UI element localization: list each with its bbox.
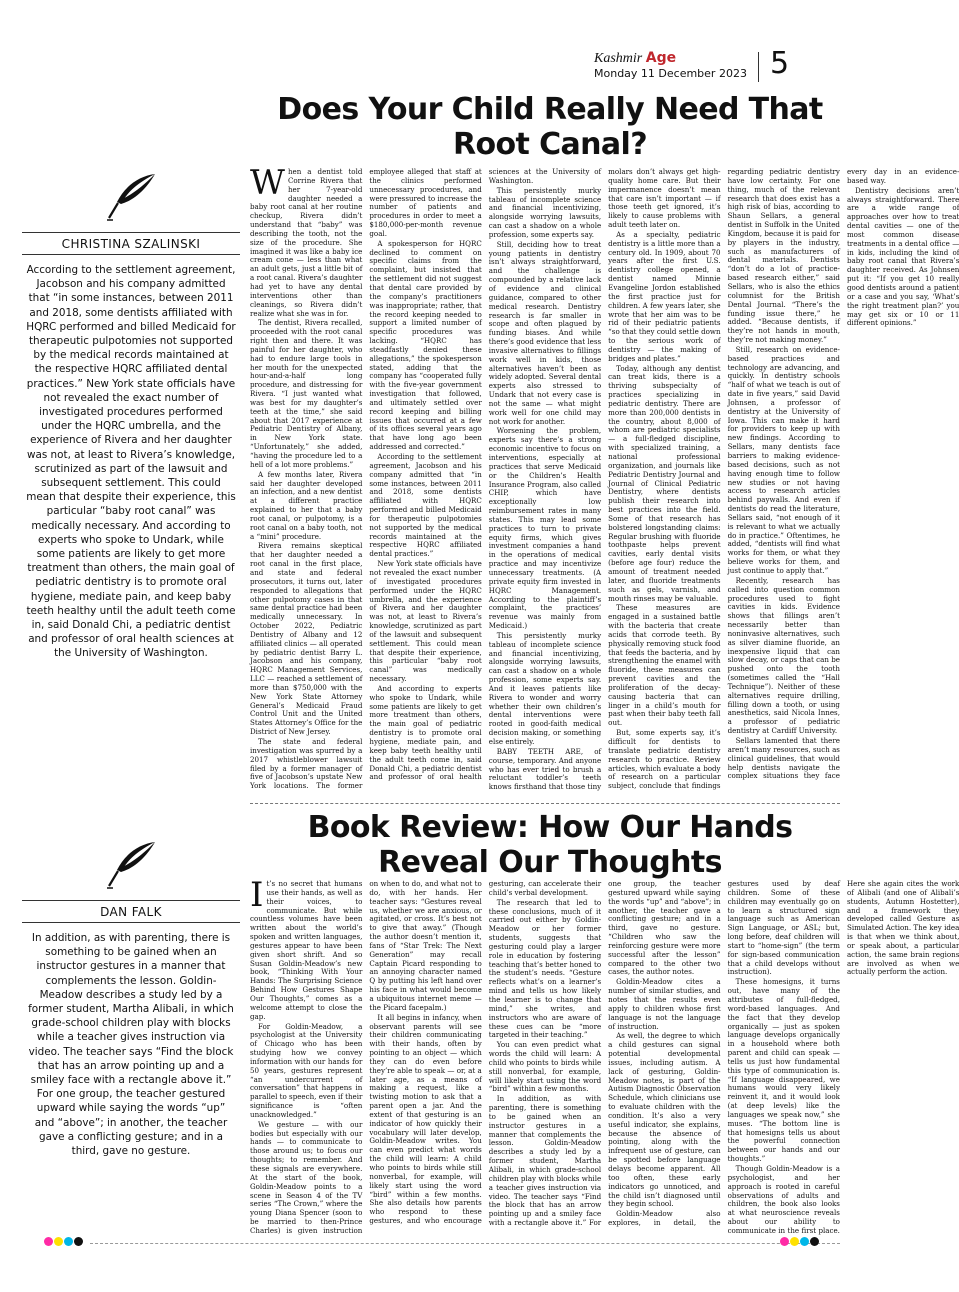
body-paragraph: As a specialty, pediatric dentistry is a little more than a century old. In 1909, about 70 years after the first U.S. dentistry college opened, a dentist named Minnie Evangeline Jordon established the first practice just for children. A few years later, she wrote that her aim was to be rid of their pediatric patients “so that they could settle down to the serious work of dentistry — the making of bridges and plates.” bbox=[608, 229, 721, 363]
body-paragraph: It’s no secret that humans use their hands, as well as their voices, to communicate. But while countless volumes have been written about the world’s spoken and written languages, gestures appear to have been given short shrift. And so Susan Goldin-Meadow’s new book, “Thinking With Your Hands: The Surprising Science Behind How Gestures Shape Our Thoughts,” comes as a welcome attempt to close the gap. bbox=[250, 875, 363, 1021]
section-divider bbox=[250, 803, 840, 804]
body-paragraph: According to the settlement agreement, Jacobson and his company admitted that “in some instances, between 2011 and 2018, some dentists affiliated with HQRC performed and billed Medicaid for therapeutic pulpotomies not supported by the medical records maintained at the respective HQRC affiliated dental practices.” bbox=[369, 452, 482, 559]
masthead-divider bbox=[758, 52, 759, 82]
article-headline: Does Your Child Really Need That Root Canal? bbox=[277, 92, 823, 162]
pull-quote: According to the settlement agreement, Jacobson and his company admitted that “in some instances, between 2011 and 2018, some dentists affiliated with HQRC performed and billed Medicaid for therapeutic pulpotomies not supported by the medical records maintained at the respective HQRC affiliated dental practices.” New York state officials have not revealed the exact number of investigated procedures performed under the HQRC umbrella, and the experience of Rivera and her daughter was not, at least to Rivera’s knowledge, scrutinized as part of the lawsuit and subsequent settlement. This could mean that despite their experience, this particular “baby root canal” was medically necessary. And according to experts who spoke to Undark, while some patients are likely to get more treatment than others, the main goal of pediatric dentistry is to promote oral hygiene, mediate pain, and keep baby teeth healthy until the adult teeth come in, said Donald Chi, a pediatric dentist and professor of oral health sciences at the University of Washington. bbox=[26, 264, 236, 660]
body-paragraph: This persistently murky tableau of incomplete science and financial incentivizing, alongside worrying lawsuits, can cast a shadow on a whole profession, some experts say. And it leaves patients like Rivera to wonder and worry whether their own children’s dental interventions were rooted in good-faith medical decision making, or something else entirely. bbox=[488, 630, 602, 746]
body-paragraph: Though Goldin-Meadow is a psychologist, and her approach is rooted in careful observations of adults and children, the book also looks at what neuroscience reveals about our ability to communicate in the first place. Here she again cites the work of Alibali (and one of Alibali’s students, Autumn Hostetter), and a framework they developed called Gesture as Simulated Action. The key idea is that when we think about, or speak about, a particular action, the same brain regions are involved as when we actually perform the action. bbox=[727, 879, 959, 1235]
body-paragraph: And according to experts who spoke to Undark, while some patients are likely to get more treatment than others, the main goal of pediatric dentistry is to promote oral hygiene, mediate pain, and keep baby teeth healthy until the adult teeth come in, said Donald Chi, a pediatric dentist and professor of oral health sciences at the University of Washington. bbox=[369, 167, 602, 782]
bottom-rule bbox=[90, 1243, 840, 1244]
body-paragraph: Today, although any dentist can treat kids, there is a thriving subspecialty of practices specializing in pediatric dentistry. There are more than 200,000 dentists in the country, about 8,000 of whom are pediatric specialists — a full-fledged discipline, with specialized training, a national professional organization, and journals like Pediatric Dentistry Journal and Journal of Clinical Pediatric Dentistry, where dentists publish their research into best practices into the field. Some of that research has bolstered longstanding claims: Regular brushing with fluoride toothpaste helps prevent cavities, early dental visits (before age four) reduce the amount of treatment needed later, and fluoride treatments such as gels, varnish, and mouth rinses may be valuable. bbox=[608, 363, 721, 603]
body-paragraph: When a dentist told Corrine Rivera that her 7-year-old daughter needed a baby root canal at her routine checkup, Rivera didn’t understand that “baby” was describing the tooth, not the size of the procedure. She imagined it was like a baby ice cream cone — less than what an adult gets, just a little bit of a root canal. Rivera’s daughter had yet to have any dental interventions other than cleanings, so Rivera didn’t realize what she was in for. bbox=[250, 163, 363, 318]
registration-dot bbox=[800, 1237, 809, 1246]
author-byline: CHRISTINA SZALINSKI bbox=[22, 232, 240, 255]
quill-pen-icon bbox=[103, 170, 159, 226]
body-paragraph: This persistently murky tableau of incomplete science and financial incentivizing, alongside worrying lawsuits, can cast a shadow on a whole profession, some experts say. bbox=[488, 185, 602, 239]
author-byline: DAN FALK bbox=[22, 900, 240, 923]
body-paragraph: We gesture — with our bodies but especially with our hands — to communicate to those around us; to focus our thoughts; to remember. And these signals are everywhere. At the start of the book, Goldin-Meadow points to a scene in Season 4 of the TV series “The Crown,” where the young Diana Spencer (soon to be married to then-Prince Charles) is given instruction on when to do, and what not to do, with her hands. Her teacher says: “Gestures reveal us, whether we are anxious, or agitated, or cross. It’s best not to give that away.” (Though the author doesn’t mention it, fans of “Star Trek: The Next Generation” may recall Captain Picard responding to an annoying character named Q by putting his left hand over his face in what would become a ubiquitous internet meme — the Picard facepalm.) bbox=[250, 879, 482, 1235]
body-paragraph: In addition, as with parenting, there is something to be gained when an instructor gestures in a manner that complements the lesson. Goldin-Meadow describes a study led by a former student, Martha Alibali, in which grade-school children play with blocks while a teacher gives instruction via video. The teacher says “Find the block that has an arrow pointing up and a smiley face with a rectangle above it.” For one group, the teacher gestured upward while saying the words “up” and “above”; in another, the teacher gave a conflicting gesture; and in a third, gave no gesture. “Children who saw the reinforcing gesture were more successful after the lesson” compared to the other two cases, the author notes. bbox=[488, 879, 721, 1228]
body-paragraph: You can even predict what words the child will learn: A child who points to birds while still nonverbal, for example, will likely start using the word “bird” within a few months. bbox=[488, 1040, 602, 1094]
body-paragraph: Goldin-Meadow cites a number of similar studies, and notes that the results even apply to children whose first language is not the language of instruction. bbox=[608, 977, 721, 1031]
page-number: 5 bbox=[770, 46, 790, 81]
registration-dot bbox=[780, 1237, 789, 1246]
body-paragraph: Dentistry decisions aren’t always straightforward. There are a wide range of approaches over how to treat dental cavities — one of the most common disease treatments in a dental office — in kids, including the kind of baby root canal that Rivera’s daughter received. As Johnsen put it: “If you get 10 really good dentists around a patient or a case and you say, ‘What’s the right treatment plan?’ you may get six or 10 or 11 different opinions.” bbox=[846, 185, 959, 328]
registration-marks bbox=[44, 1237, 83, 1249]
body-paragraph: The dentist, Rivera recalled, proceeded with the root canal right then and there. It was painful for her daughter, who had to endure large tools in her mouth for the unexpected hour-and-a-half long procedure, and distressing for Rivera. “I just wanted what was best for my daughter’s teeth at the time,” she said about that 2017 experience at Pediatric Dentistry of Albany, in New York state. “Unfortunately,” she added, “having the procedure led to a hell of a lot more problems.” bbox=[250, 318, 363, 469]
registration-dot bbox=[64, 1237, 73, 1246]
article-body bbox=[250, 875, 959, 1236]
newspaper-name-part1: Kashmir bbox=[594, 51, 646, 66]
article-sidebar bbox=[22, 838, 240, 1158]
body-paragraph: Goldin-Meadow also explores, in detail, the gestures used by deaf children. Some of these children may eventually go on to learn a structured sign language such as American Sign Language, or ASL; but, long before, deaf children will start to “home-sign” (the term for sign-based communication that a child develops without instruction). bbox=[608, 879, 840, 1228]
newspaper-name-part2: Age bbox=[645, 50, 677, 66]
body-paragraph: A few months later, Rivera said her daughter developed an infection, and a new dentist at a different practice explained to her that a baby root canal, or pulpotomy, is a root canal on a baby tooth, not a “mini” procedure. bbox=[250, 469, 363, 541]
pull-quote: In addition, as with parenting, there is something to be gained when an instructor gestures in a manner that complements the lesson. Goldin-Meadow describes a study led by a former student, Martha Alibali, in which grade-school children play with blocks while a teacher gives instruction via video. The teacher says “Find the block that has an arrow pointing up and a smiley face with a rectangle above it.” For one group, the teacher gestured upward while saying the words “up” and “above”; in another, the teacher gave a conflicting gesture; and in a third, gave no gesture. bbox=[28, 932, 234, 1158]
body-paragraph: It all begins in infancy, when observant parents will see their children communicating with their hands, often by pointing to an object — which they can do even before they’re able to speak — or, at a later age, as a means of making a request, like a twisting motion to ask that a parent open a jar. And the extent of that gesturing is an indicator of how quickly their vocabulary will later develop, Goldin-Meadow writes. You can even predict what words the child will learn: A child who points to birds while still nonverbal, for example, will likely start using the word “bird” within a few months. She also details how parents who respond to these gestures, and who encourage gesturing, can accelerate their child’s verbal development. bbox=[369, 879, 602, 1226]
body-paragraph: The state and federal investigation was spurred by a 2017 whistleblower lawsuit filed by a former manager of five of Jacobson’s upstate New York locations. The former employee alleged that staff at the clinics performed unnecessary procedures, and were pressured to increase the number of patients and procedures in order to meet a $180,000-per-month revenue goal. bbox=[250, 167, 482, 791]
body-paragraph: But, some experts say, it’s difficult for dentists to translate pediatric dentistry research to practice. Review articles, which evaluate a body of research on a particular subject, conclude that findings regarding pediatric dentistry have low certainty. For one thing, much of the relevant research that does exist has a high risk of bias, according to Shaun Sellars, a general dentist in Suffolk in the United Kingdom, because it is paid for by players in the industry, such as manufacturers of dental materials. Dentists “don’t do a lot of practice-based research either,” said Sellars, who is also the ethics columnist for the British Dental Journal. “There’s the funding issue there,” he added. “Because dentists, if they’re not hands in mouth, they’re not making money.” bbox=[608, 167, 840, 791]
registration-marks bbox=[780, 1237, 819, 1249]
body-paragraph: Still, research on evidence-based practices and technology are advancing, and quickly. In dentistry schools “half of what we teach is out of date in five years,” said David Johnsen, a professor of dentistry at the University of Iowa. This can make it hard for providers to keep up with new findings. According to Sellars, many dentists face barriers to making evidence-based decisions, such as not having enough time to follow new studies or not having access to research articles behind paywalls. And even if dentists do read the literature, Sellars said, “not enough of it is relevant to what we actually do in practice.” Oftentimes, he added, “dentists will find what works for them, or what they believe works for them, and just continue to apply that.” bbox=[727, 344, 840, 575]
body-paragraph: These homesigns, it turns out, have many of the attributes of full-fledged, word-based languages. And the fact that they develop organically — just as spoken language develops organically in a household where both parent and child can speak — tells us just how fundamental this type of communication is. “If language disappeared, we humans would very likely reinvent it, and it would look (at deep levels) like the languages we speak now,” she muses. “The bottom line is that homesigns tells us about the powerful connection between our hands and our thoughts.” bbox=[727, 977, 840, 1164]
body-paragraph: New York state officials have not revealed the exact number of investigated procedures performed under the HQRC umbrella, and the experience of Rivera and her daughter was not, at least to Rivera’s knowledge, scrutinized as part of the lawsuit and subsequent settlement. This could mean that despite their experience, this particular “baby root canal” was medically necessary. bbox=[369, 559, 482, 684]
registration-dot bbox=[54, 1237, 63, 1246]
body-paragraph: The research that led to these conclusions, much of it carried out either by Goldin-Meadow or her former students, suggests that gesturing could play a larger role in education by fostering teaching that’s better honed to the student’s needs. “Gesture reflects what’s on a learner’s mind and tells us how likely the learner is to change that mind,” she writes, and instructors who are aware of these cues can be “more targeted in their teaching.” bbox=[488, 897, 602, 1040]
registration-dot bbox=[74, 1237, 83, 1246]
registration-dot bbox=[790, 1237, 799, 1246]
body-paragraph: Worsening the problem, experts say there’s a strong economic incentive to focus on interventions, especially at practices that serve Medicaid or the Children’s Health Insurance Program, also called CHIP, which have exceptionally low reimbursement rates in many states. This may lead some practices to turn to private equity firms, which gives investment companies a hand in the operations of medical practice and may incentivize unnecessary treatments. (A private equity firm invested in HQRC Management. According to the plaintiff’s complaint, the practices’ revenue was mainly from Medicaid.) bbox=[488, 426, 602, 631]
body-paragraph: As well, the degree to which a child gestures can signal potential developmental issues, including autism. A lack of gesturing, Goldin-Meadow notes, is part of the Autism Diagnostic Observation Schedule, which clinicians use to evaluate children with the condition. It’s also a very useful indicator, she explains, because the absence of pointing, along with the infrequent use of gesture, can be spotted before language delays become apparent. All too often, these early indicators go unnoticed, and the child isn’t diagnosed until they begin school. bbox=[608, 1031, 721, 1209]
quill-pen-icon bbox=[103, 838, 159, 894]
body-paragraph: Rivera remains skeptical that her daughter needed a root canal in the first place, and state and federal prosecutors, it turns out, later responded to allegations that other pulpotomy cases in that same dental practice had been medically unnecessary. In October 2022, Pediatric Dentistry of Albany and 12 affiliated clinics — all operated by pediatric dentist Barry L. Jacobson and his company, HQRC Management Services, LLC — reached a settlement of more than $750,000 with the New York State Attorney General’s Medicaid Fraud Control Unit and the United States Attorney’s Office for the District of New Jersey. bbox=[250, 541, 363, 737]
registration-dot bbox=[44, 1237, 53, 1246]
article-headline: Book Review: How Our Hands Reveal Our Thoughts bbox=[307, 810, 793, 880]
body-paragraph: Still, deciding how to treat young patients in dentistry isn’t always straightforward, and the challenge is compounded by a relative lack of evidence and clinical guidance, compared to other medical research. Dentistry research is far smaller in scope and often plagued by funding biases. And while there’s good evidence that less invasive alternatives to fillings work well in kids, those alternatives haven’t been as widely adopted. Several dental experts also stressed to Undark that not every case is not the same — what might work well for one child may not work for another. bbox=[488, 239, 602, 426]
masthead bbox=[594, 46, 804, 86]
article-sidebar bbox=[22, 170, 240, 661]
body-paragraph: BABY TEETH ARE, of course, temporary. And anyone who has ever tried to brush a reluctant toddler’s teeth knows firsthand that those tiny molars don’t always get high-quality home care. But their impermanence doesn’t mean that care isn’t important — if those teeth get ignored, it’s likely to cause problems with adult teeth later on. bbox=[488, 167, 721, 792]
issue-date: Monday 11 December 2023 bbox=[594, 67, 747, 80]
body-paragraph: Recently, research has called into question common procedures used to fight cavities in kids. Evidence shows that fillings aren’t necessarily better than noninvasive alternatives, such as silver diamine fluoride, an inexpensive liquid that can slow decay, or caps that can be pushed onto the tooth (sometimes called the “Hall Technique”). Neither of these alternatives require drilling, filling down a tooth, or using anesthetics, said Nicola Innes, a professor of pediatric dentistry at Cardiff University. bbox=[727, 575, 840, 736]
article-body bbox=[250, 163, 959, 796]
body-paragraph: A spokesperson for HQRC declined to comment on specific claims from the complaint, but insisted that the settlement did not suggest that dental care provided by the company’s practitioners was inappropriate; rather, that the record keeping needed to support a limited number of specific procedures was lacking. “HQRC has steadfastly denied these allegations,” the spokesperson stated, adding that the company has “cooperated fully with the five-year government investigation that followed, and ultimately settled over record keeping and billing issues that occurred at a few of its offices several years ago that have long ago been addressed and corrected.” bbox=[369, 238, 482, 452]
newspaper-name bbox=[594, 50, 676, 67]
body-paragraph: Sellars lamented that there aren’t many resources, such as clinical guidelines, that would help dentists navigate the complex situations they face every day in an evidence-based way. bbox=[727, 167, 959, 781]
registration-dot bbox=[810, 1237, 819, 1246]
body-paragraph: For Goldin-Meadow, a psychologist at the University of Chicago who has been studying how we convey information with our hands for 50 years, gestures represent “an undercurrent of conversation” that happens in parallel to speech, even if their significance is “often unacknowledged.” bbox=[250, 1021, 363, 1119]
body-paragraph: These measures are engaged in a sustained battle with the bacteria that create acids that corrode teeth. By physically removing stuck food that feeds the bacteria, and by strengthening the enamel with fluoride, these measures can prevent cavities and the proliferation of the decay-causing bacteria that can linger in a child’s mouth for past when their baby teeth fall out. bbox=[608, 603, 721, 728]
